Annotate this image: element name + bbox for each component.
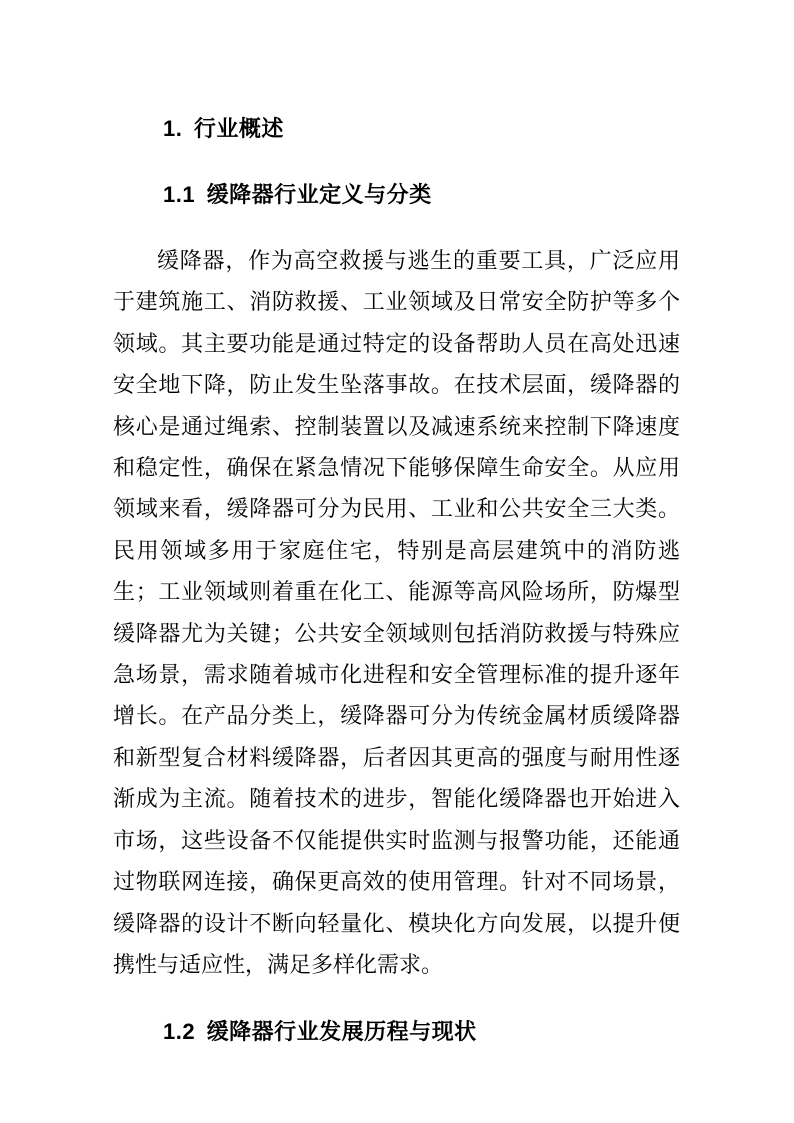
subsection-1-1-heading: 1.1 缓降器行业定义与分类 [163,182,432,207]
section-1-heading: 1. 行业概述 [163,116,284,141]
subsection-1-1-paragraph: 缓降器，作为高空救援与逃生的重要工具，广泛应用于建筑施工、消防救援、工业领域及日常安全防护等多个领域。其主要功能是通过特定的设备帮助人员在高处迅速安全地下降，防止发生坠落事故。在技术层面，缓降器的核心是通过绳索、控制装置以及减速系统来控制下降速度和稳定性，确保在紧急情况下能够保障生命安全。从应用领域来看，缓降器可分为民用、工业和公共安全三大类。民用领域多用于家庭住宅，特别是高层建筑中的消防逃生；工业领域则着重在化工、能源等高风险场所，防爆型缓降器尤为关键；公共安全领域则包括消防救援与特殊应急场景，需求随着城市化进程和安全管理标准的提升逐年增长。在产品分类上，缓降器可分为传统金属材质缓降器和新型复合材料缓降器，后者因其更高的强度与耐用性逐渐成为主流。随着技术的进步，智能化缓降器也开始进入市场，这些设备不仅能提供实时监测与报警功能，还能通过物联网连接，确保更高效的使用管理。针对不同场景，缓降器的设计不断向轻量化、模块化方向发展，以提升便携性与适应性，满足多样化需求。 [113,248,680,977]
subsection-1-2-heading: 1.2 缓降器行业发展历程与现状 [163,1019,477,1045]
